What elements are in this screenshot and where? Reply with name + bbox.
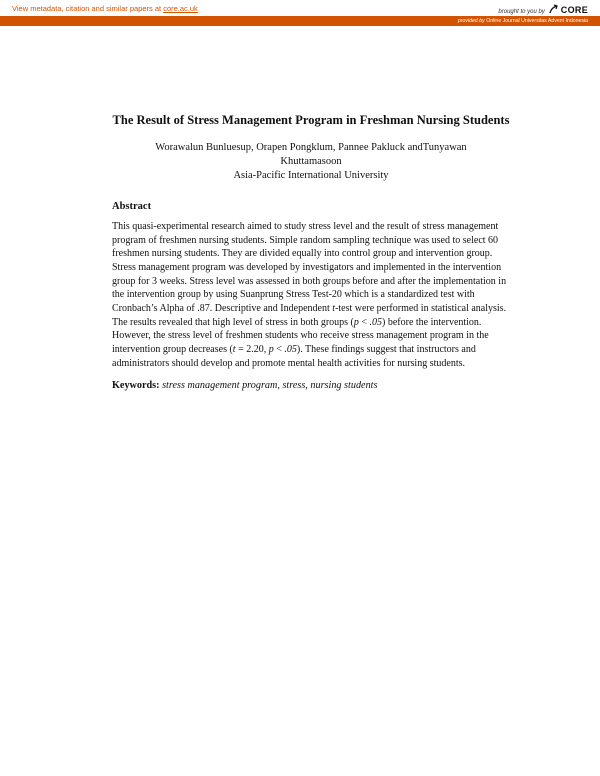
core-logo-text: CORE xyxy=(560,5,588,15)
abstract-part: -test were performed in statistical analysis. The results revealed that high level of stress in both groups ( xyxy=(112,302,507,328)
core-banner xyxy=(0,0,600,28)
brought-to-you-by xyxy=(498,3,588,15)
metadata-notice xyxy=(12,4,198,13)
abstract-part: ) before the intervention. However, the stress level of freshmen students who receive stress management program in the intervention group decreases ( xyxy=(112,316,489,355)
abstract-italic-p: p xyxy=(268,343,274,355)
core-logo[interactable] xyxy=(548,3,588,15)
paper-title: The Result of Stress Management Program in Freshman Nursing Students xyxy=(112,113,510,127)
abstract-part: This quasi-experimental research aimed to study stress level and the result of stress management program of freshmen nursing students. Simple random sampling technique was used to select 60 freshmen nursing students. They are divided equally into control group and intervention group. Stress management program was developed by investigators and implemented in the intervention group for 3 weeks. Stress level was assessed in both groups before and after the implementation in the intervention group by using Suanprung Stress Test-20 which is a standardized test with Cronbach’s Alpha of .87. Descriptive and Independent xyxy=(112,221,507,314)
provider-name: Online Journal Universitas Advent Indonesia xyxy=(486,18,588,24)
abstract-part: ). These findings suggest that instructors and administrators should develop and promote mental health activities for nursing students. xyxy=(112,343,476,369)
core-link[interactable]: core.ac.uk xyxy=(163,4,198,13)
metadata-prefix: View metadata, citation and similar papers at xyxy=(12,4,164,13)
abstract-part: = 2.20, xyxy=(235,343,269,355)
provider-bar xyxy=(0,16,600,26)
author-block xyxy=(112,141,510,183)
keywords-list: stress management program, stress, nursing students xyxy=(162,380,378,392)
abstract-italic-t: t xyxy=(232,343,236,355)
abstract-heading: Abstract xyxy=(112,201,152,212)
paper-body xyxy=(112,112,510,391)
keywords-label: Keywords: xyxy=(112,380,160,392)
author-line-2: Khuttamasoon xyxy=(280,156,342,167)
provided-by-text: provided by xyxy=(457,18,485,24)
author-line-1: Worawalun Bunluesup, Orapen Pongklum, Pannee Pakluck andTunyawan xyxy=(155,142,467,153)
abstract-part: < xyxy=(273,343,285,355)
abstract-italic-t: t xyxy=(332,302,336,314)
brought-by-text: brought to you by xyxy=(498,9,545,15)
abstract-italic-value: .05 xyxy=(284,343,297,355)
abstract-italic-value: .05 xyxy=(369,316,383,328)
abstract-text xyxy=(112,220,510,370)
abstract-part: < xyxy=(358,316,370,328)
affiliation: Asia-Pacific International University xyxy=(233,170,389,181)
core-icon xyxy=(548,3,560,15)
keywords-line xyxy=(112,380,510,391)
abstract-italic-p: p xyxy=(353,316,359,328)
